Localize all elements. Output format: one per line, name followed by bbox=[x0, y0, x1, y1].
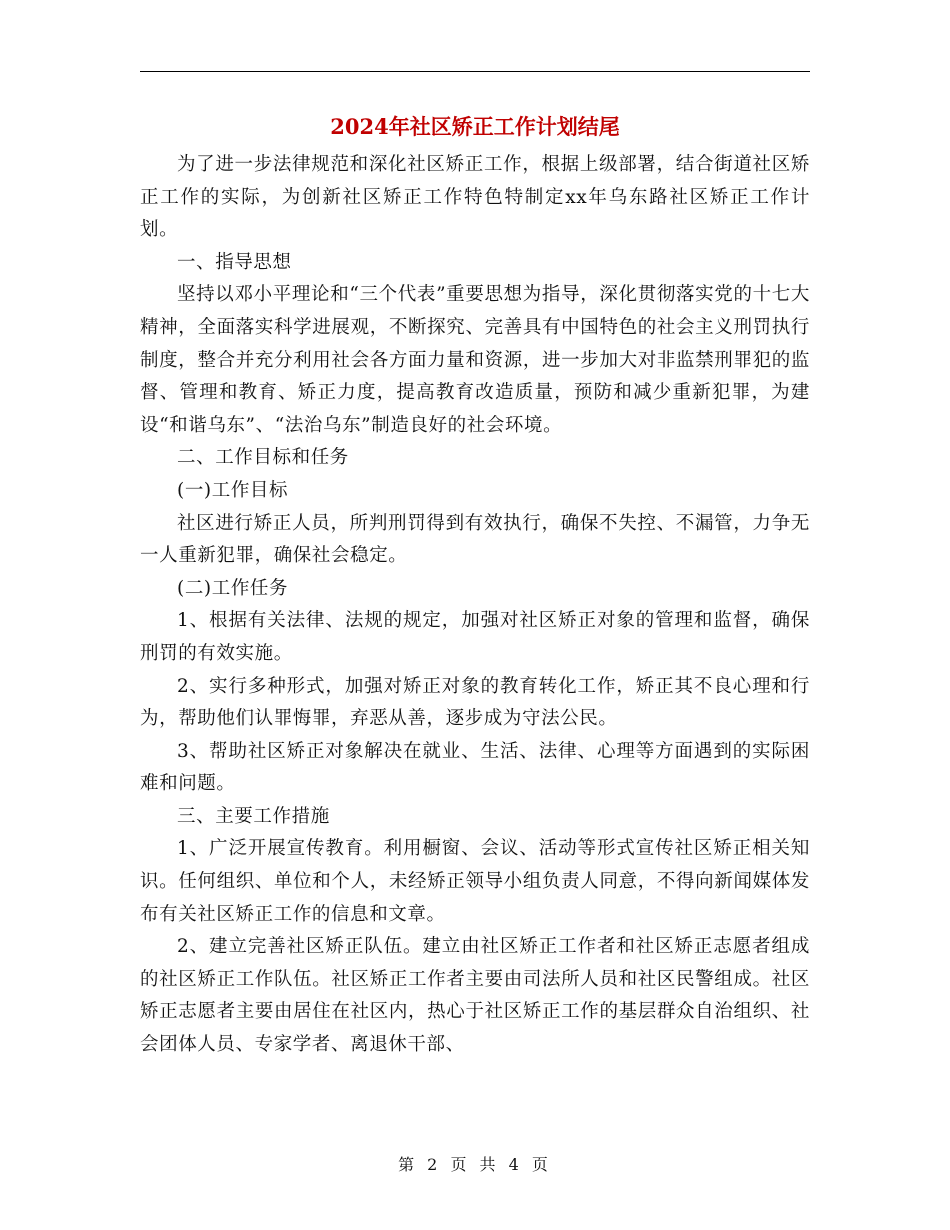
guiding-ideology-paragraph: 坚持以邓小平理论和“三个代表”重要思想为指导，深化贯彻落实党的十七大精神，全面落实科学进展观，不断探究、完善具有中国特色的社会主义刑罚执行制度，整合并充分利用社会各方面力量和资源，进一步加大对非监禁刑罪犯的监督、管理和教育、矫正力度，提高教育改造质量，预防和减少重新犯罪，为建设“和谐乌东”、“法治乌东”制造良好的社会环境。 bbox=[140, 284, 810, 436]
work-goals-paragraph: 社区进行矫正人员，所判刑罚得到有效执行，确保不失控、不漏管，力争无一人重新犯罪，确保社会稳定。 bbox=[140, 512, 810, 567]
intro-paragraph: 为了进一步法律规范和深化社区矫正工作，根据上级部署，结合街道社区矫正工作的实际，为创新社区矫正工作特色特制定xx年乌东路社区矫正工作计划。 bbox=[140, 154, 810, 241]
subheading-work-goals: (一)工作目标 bbox=[177, 479, 289, 501]
section-heading-goals-and-tasks: 二、工作目标和任务 bbox=[177, 447, 349, 469]
task-item-3: 3、帮助社区矫正对象解决在就业、生活、法律、心理等方面遇到的实际困难和问题。 bbox=[140, 740, 810, 795]
document-title: 2024年社区矫正工作计划结尾 bbox=[330, 114, 620, 139]
section-heading-guiding-ideology: 一、指导思想 bbox=[177, 251, 292, 273]
subheading-work-tasks: (二)工作任务 bbox=[177, 577, 289, 599]
measure-item-1: 1、广泛开展宣传教育。利用橱窗、会议、活动等形式宣传社区矫正相关知识。任何组织、单位和个人，未经矫正领导小组负责人同意，不得向新闻媒体发布有关社区矫正工作的信息和文章。 bbox=[140, 838, 810, 925]
section-heading-main-measures: 三、主要工作措施 bbox=[177, 805, 330, 827]
header-rule bbox=[140, 71, 810, 72]
measure-item-2: 2、建立完善社区矫正队伍。建立由社区矫正工作者和社区矫正志愿者组成的社区矫正工作队伍。社区矫正工作者主要由司法所人员和社区民警组成。社区矫正志愿者主要由居住在社区内，热心于社区矫正工作的基层群众自治组织、社会团体人员、专家学者、离退休干部、 bbox=[140, 936, 810, 1056]
document-body bbox=[140, 149, 810, 1062]
task-item-1: 1、根据有关法律、法规的规定，加强对社区矫正对象的管理和监督，确保刑罚的有效实施。 bbox=[140, 610, 810, 664]
page-number: 第 2 页 共 4 页 bbox=[398, 1155, 552, 1174]
task-item-2: 2、实行多种形式，加强对矫正对象的教育转化工作，矫正其不良心理和行为，帮助他们认罪悔罪，弃恶从善，逐步成为守法公民。 bbox=[140, 675, 810, 730]
